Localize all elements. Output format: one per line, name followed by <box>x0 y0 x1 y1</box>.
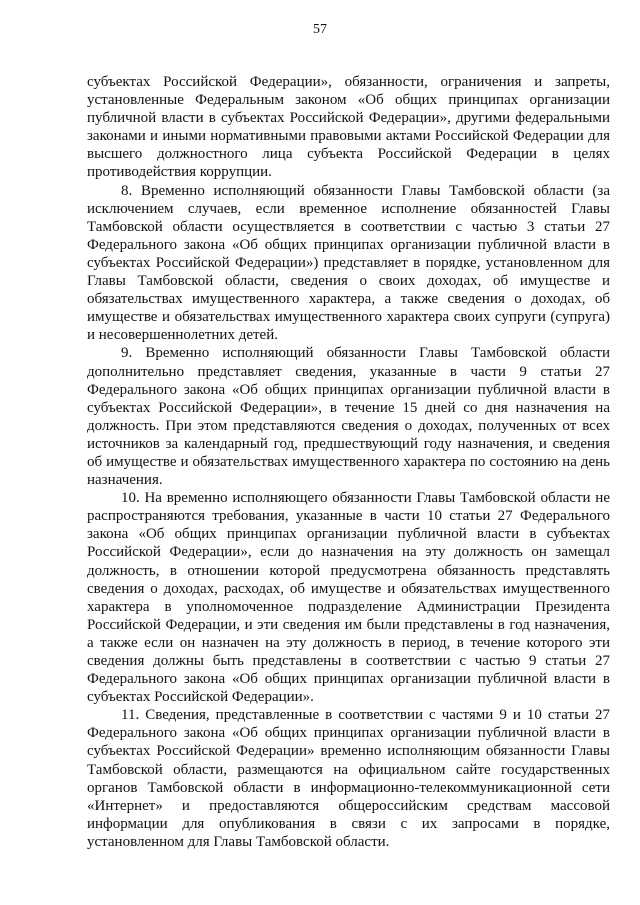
paragraph-continuation: субъектах Российской Федерации», обязанности, ограничения и запреты, установленные Федеральным законом «Об общих принципах организации публичной власти в субъектах Российской Федерации», другими федеральными законами и иными нормативными правовыми актами Российской Федерации для высшего должностного лица субъекта Российской Федерации в целях противодействия коррупции. <box>87 74 610 181</box>
paragraph-item-9: 9. Временно исполняющий обязанности Главы Тамбовской области дополнительно представляет сведения, указанные в части 9 статьи 27 Федерального закона «Об общих принципах организации публичной власти в субъектах Российской Федерации», в течение 15 дней со дня назначения на должность. При этом представляются сведения о доходах, полученных от всех источников за календарный год, предшествующий году назначения, и сведения об имуществе и обязательствах имущественного характера по состоянию на день назначения. <box>87 345 610 489</box>
document-body <box>87 73 610 851</box>
paragraph-item-10: 10. На временно исполняющего обязанности Главы Тамбовской области не распространяются требования, указанные в части 10 статьи 27 Федерального закона «Об общих принципах организации публичной власти в субъектах Российской Федерации», если до назначения на эту должность он замещал должность, в отношении которой предусмотрена обязанность представлять сведения о доходах, расходах, об имуществе и обязательствах имущественного характера в уполномоченное подразделение Администрации Президента Российской Федерации, и эти сведения им были представлены в год назначения, а также если он назначен на эту должность в период, в течение которого эти сведения должны быть представлены в соответствии с частью 9 статьи 27 Федерального закона «Об общих принципах организации публичной власти в субъектах Российской Федерации». <box>87 490 610 706</box>
paragraph-item-8: 8. Временно исполняющий обязанности Главы Тамбовской области (за исключением случаев, если временное исполнение обязанностей Главы Тамбовской области осуществляется в соответствии с частью 3 статьи 27 Федерального закона «Об общих принципах организации публичной власти в субъектах Российской Федерации») представляет в порядке, установленном для Главы Тамбовской области, сведения о своих доходах, об имуществе и обязательствах имущественного характера, а также сведения о доходах, об имуществе и обязательствах имущественного характера своих супруги (супруга) и несовершеннолетних детей. <box>87 182 610 344</box>
page-number: 57 <box>313 22 327 37</box>
paragraph-item-11: 11. Сведения, представленные в соответствии с частями 9 и 10 статьи 27 Федерального закона «Об общих принципах организации публичной власти в субъектах Российской Федерации» временно исполняющим обязанности Главы Тамбовской области, размещаются на официальном сайте государственных органов Тамбовской области в информационно-телекоммуникационной сети «Интернет» и предоставляются общероссийским средствам массовой информации для опубликования в связи с их запросами в порядке, установленном для Главы Тамбовской области. <box>87 707 610 850</box>
